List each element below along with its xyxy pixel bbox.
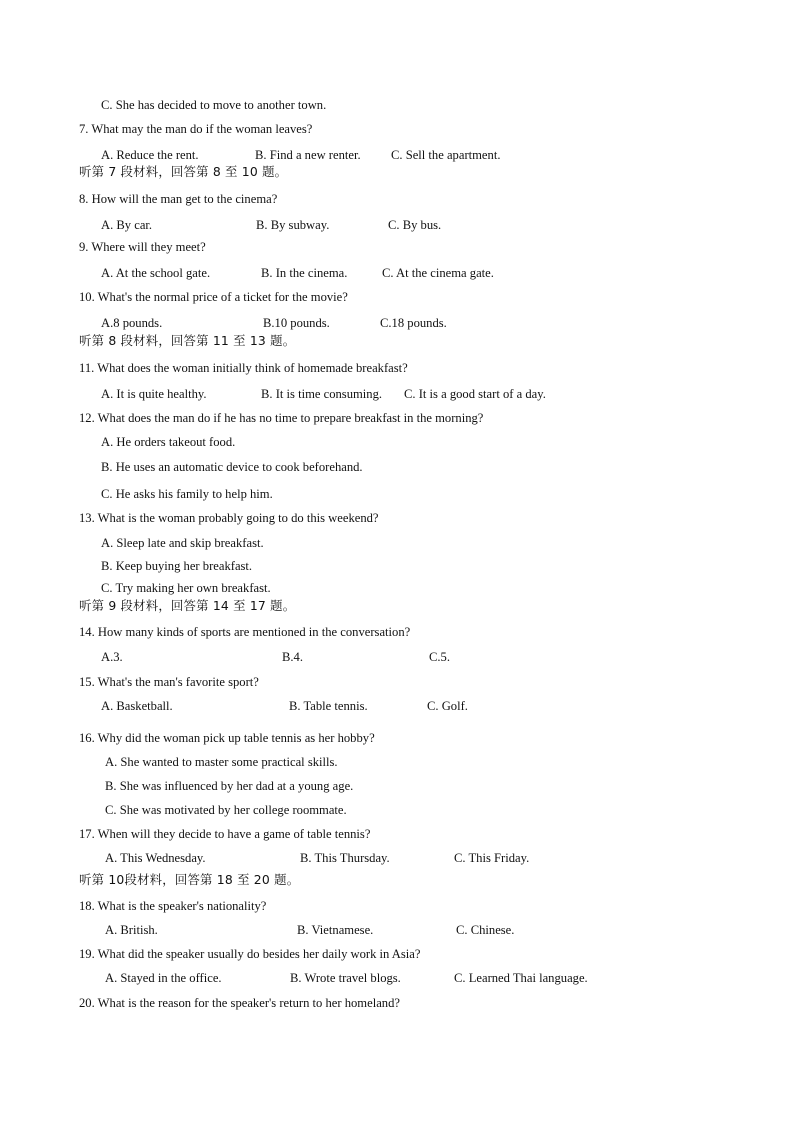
q7-option-a: A. Reduce the rent. [101, 148, 199, 162]
section-heading-9: 听第 9 段材料，回答第 14 至 17 题。 [79, 598, 296, 613]
q9-question: 9. Where will they meet? [79, 240, 206, 254]
q17-option-a: A. This Wednesday. [105, 851, 206, 865]
q13-option-a: A. Sleep late and skip breakfast. [101, 536, 264, 550]
q16-question: 16. Why did the woman pick up table tennis as her hobby? [79, 731, 375, 745]
q10-option-b: B.10 pounds. [263, 316, 330, 330]
section-heading-7: 听第 7 段材料，回答第 8 至 10 题。 [79, 164, 288, 179]
q15-option-a: A. Basketball. [101, 699, 173, 713]
q20-question: 20. What is the reason for the speaker's return to her homeland? [79, 996, 400, 1010]
q16-option-a: A. She wanted to master some practical skills. [105, 755, 338, 769]
q17-question: 17. When will they decide to have a game of table tennis? [79, 827, 371, 841]
q8-option-b: B. By subway. [256, 218, 330, 232]
q18-option-a: A. British. [105, 923, 158, 937]
q16-option-c: C. She was motivated by her college roommate. [105, 803, 347, 817]
q19-option-c: C. Learned Thai language. [454, 971, 588, 985]
q14-option-c: C.5. [429, 650, 450, 664]
q15-option-c: C. Golf. [427, 699, 468, 713]
q15-option-b: B. Table tennis. [289, 699, 368, 713]
q9-option-c: C. At the cinema gate. [382, 266, 494, 280]
q18-option-b: B. Vietnamese. [297, 923, 374, 937]
q10-option-c: C.18 pounds. [380, 316, 447, 330]
q8-option-c: C. By bus. [388, 218, 442, 232]
q6-option-c: C. She has decided to move to another town. [101, 98, 327, 112]
q18-question: 18. What is the speaker's nationality? [79, 899, 267, 913]
q11-option-b: B. It is time consuming. [261, 387, 383, 401]
q18-option-c: C. Chinese. [456, 923, 515, 937]
q10-option-a: A.8 pounds. [101, 316, 163, 330]
q10-question: 10. What's the normal price of a ticket for the movie? [79, 290, 348, 304]
q17-option-c: C. This Friday. [454, 851, 530, 865]
q12-question: 12. What does the man do if he has no time to prepare breakfast in the morning? [79, 411, 484, 425]
q12-option-c: C. He asks his family to help him. [101, 487, 273, 501]
q9-option-a: A. At the school gate. [101, 266, 211, 280]
q13-option-b: B. Keep buying her breakfast. [101, 559, 253, 573]
q13-question: 13. What is the woman probably going to do this weekend? [79, 511, 379, 525]
q7-option-c: C. Sell the apartment. [391, 148, 501, 162]
q12-option-a: A. He orders takeout food. [101, 435, 236, 449]
q13-option-c: C. Try making her own breakfast. [101, 581, 271, 595]
q17-option-b: B. This Thursday. [300, 851, 390, 865]
q11-question: 11. What does the woman initially think of homemade breakfast? [79, 361, 408, 375]
q14-question: 14. How many kinds of sports are mentioned in the conversation? [79, 625, 411, 639]
q12-option-b: B. He uses an automatic device to cook beforehand. [101, 460, 363, 474]
q9-option-b: B. In the cinema. [261, 266, 348, 280]
q19-option-a: A. Stayed in the office. [105, 971, 222, 985]
q7-option-b: B. Find a new renter. [255, 148, 361, 162]
q8-question: 8. How will the man get to the cinema? [79, 192, 278, 206]
section-heading-10: 听第 10段材料，回答第 18 至 20 题。 [79, 872, 300, 887]
q19-option-b: B. Wrote travel blogs. [290, 971, 401, 985]
q11-option-c: C. It is a good start of a day. [404, 387, 546, 401]
q8-option-a: A. By car. [101, 218, 153, 232]
q7-question: 7. What may the man do if the woman leaves? [79, 122, 313, 136]
q19-question: 19. What did the speaker usually do besides her daily work in Asia? [79, 947, 421, 961]
q14-option-b: B.4. [282, 650, 303, 664]
q14-option-a: A.3. [101, 650, 123, 664]
section-heading-8: 听第 8 段材料，回答第 11 至 13 题。 [79, 333, 296, 348]
q11-option-a: A. It is quite healthy. [101, 387, 207, 401]
q15-question: 15. What's the man's favorite sport? [79, 675, 259, 689]
q16-option-b: B. She was influenced by her dad at a young age. [105, 779, 354, 793]
